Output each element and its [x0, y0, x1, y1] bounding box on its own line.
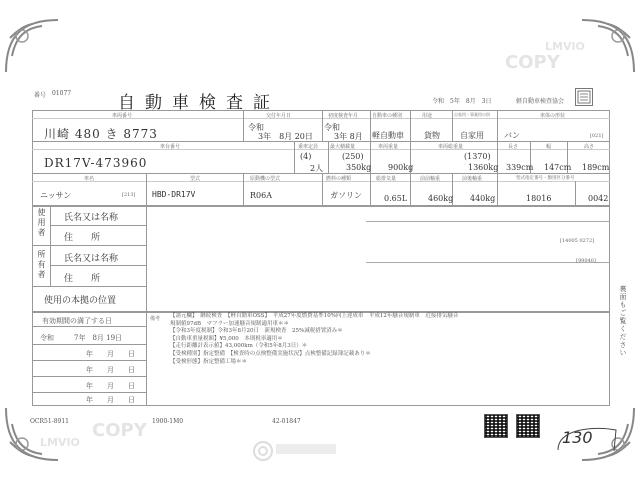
- expiry-label: 有効期間の満了する日: [42, 317, 112, 325]
- length-label: 長さ: [508, 144, 519, 150]
- axle-f-label: 前後軸重: [462, 176, 483, 182]
- vin-value: DR17V-473960: [44, 156, 148, 170]
- fuel-value: ガソリン: [330, 191, 362, 200]
- kind-label: 自動車の種別: [372, 113, 403, 119]
- engine-label: 原動機の型式: [250, 176, 281, 182]
- corner-ornament-bottom-left: [2, 404, 62, 464]
- first-reg-era: 令和: [324, 123, 340, 132]
- remarks-line: 【令和3年度税制】令和3年8月20日 新規検査 25%減税措置済み＊: [170, 328, 343, 335]
- user-address-label: 住 所: [64, 233, 101, 243]
- number-value: 01077: [52, 90, 72, 97]
- remarks-line: 【受検種別】指定整備 【検査時の点検整備実施状況】点検整備記録簿記載あり＊: [170, 350, 371, 357]
- remarks-line: 規制値97dB マフラー加速騒音規制適用車＊＊: [170, 320, 290, 327]
- body-code: [021]: [590, 133, 604, 139]
- purpose-label: 自家用・事業用の別: [454, 112, 490, 117]
- gross-value: (1370): [464, 152, 491, 161]
- registration-value: 川崎 480 き 8773: [44, 127, 158, 141]
- remarks-label: 備考: [150, 316, 161, 322]
- model-label: 型式: [190, 176, 201, 182]
- side-note: 裏面もご覧ください: [619, 285, 627, 357]
- model-value: HBD-DR17V: [152, 190, 196, 199]
- max-load-value2: 350kg: [346, 163, 372, 172]
- watermark-copy-bottom: COPY: [92, 420, 147, 441]
- capacity-value: (4): [300, 152, 312, 161]
- remarks-line: 【受検形態】指定整備工場＊＊: [170, 358, 248, 365]
- owner-address-label: 住 所: [64, 274, 101, 284]
- seal-stamp-icon: [576, 89, 592, 105]
- axle-ff-label: 前前軸重: [420, 176, 441, 182]
- handwritten-number: 130: [562, 428, 593, 447]
- capacity-unit: 2人: [310, 164, 324, 173]
- length-value: 339cm: [506, 163, 534, 172]
- qr-code: [484, 414, 508, 438]
- maker-code: [213]: [122, 192, 136, 198]
- width-label: 幅: [546, 144, 552, 150]
- user-label: 使用者: [37, 208, 46, 238]
- expiry-blank-row: 年 月 日: [86, 396, 135, 404]
- weight-value: 900kg: [388, 163, 414, 172]
- handwritten-circle-icon: [556, 424, 620, 452]
- use-label: 用途: [422, 113, 433, 119]
- handwritten-number-box: [556, 424, 620, 452]
- serial-number: 42-01847: [272, 418, 301, 425]
- expiry-era: 令和: [40, 334, 54, 342]
- kind-value: 軽自動車: [372, 131, 404, 140]
- max-load-label: 最大積載量: [330, 144, 356, 150]
- authority-emblem-icon: [252, 440, 274, 462]
- use-value: 貨物: [424, 131, 440, 140]
- valid-label: 交付年月日: [266, 113, 292, 119]
- capacity-label: 乗車定員: [298, 144, 319, 150]
- first-reg-label: 初度検査年月: [328, 113, 359, 119]
- seal-stamp: [575, 88, 593, 106]
- qr-code: [516, 414, 540, 438]
- valid-era: 令和: [248, 123, 264, 132]
- weight-label: 車両重量: [378, 144, 399, 150]
- document-title: 自動車検査証: [118, 93, 280, 113]
- registration-label: 車両番号: [112, 113, 133, 119]
- corner-ornament-top-left: [2, 16, 62, 76]
- width-value: 147cm: [544, 163, 572, 172]
- user-address-code: [14005 0272]: [560, 238, 595, 244]
- expiry-blank-row: 年 月 日: [86, 350, 135, 358]
- height-label: 高さ: [584, 144, 595, 150]
- purpose-value: 自家用: [460, 131, 484, 140]
- max-load-value: (250): [342, 152, 364, 161]
- expiry-blank-row: 年 月 日: [86, 366, 135, 374]
- expiry-date: 7年 8月 19日: [74, 334, 123, 342]
- authority-emblem-text: [276, 444, 336, 454]
- ocr-code: OCR51-8911: [30, 418, 69, 425]
- class-no-value: 0042: [588, 194, 609, 203]
- type-no-value: 18016: [526, 194, 552, 203]
- type-no-label: 型式指定番号・類別区分番号: [516, 176, 575, 181]
- expiry-blank-row: 年 月 日: [86, 382, 135, 390]
- displacement-label: 総排気量: [376, 176, 397, 182]
- valid-date: 3年 8月 20日: [258, 132, 313, 141]
- owner-address-code: [99040]: [576, 258, 596, 264]
- axle-f-value: 440kg: [470, 194, 496, 203]
- remarks-line: 【諸元欄】 継続検査 【軽自動車OSS】 平成27年度燃費基準10%向上達成車 平成12年騒音規制車 近接排気騒音: [170, 313, 459, 319]
- watermark-copy-top: COPY: [505, 52, 560, 73]
- form-number: 1900-1M0: [152, 418, 184, 425]
- displacement-value: 0.65L: [384, 194, 408, 203]
- body-value: バン: [504, 131, 520, 140]
- first-reg-date: 3年 8月: [334, 132, 363, 141]
- corner-ornament-top-right: [578, 16, 638, 76]
- engine-value: R06A: [250, 191, 272, 200]
- issue-date: 令和 5年 8月 3日: [432, 98, 492, 105]
- user-name-label: 氏名又は名称: [64, 213, 119, 223]
- gross-value2: 1360kg: [468, 163, 499, 172]
- axle-ff-value: 460kg: [428, 194, 454, 203]
- remarks-line: 【走行距離計表示値】43,000km（令和5年8月3日）＊: [170, 343, 308, 350]
- maker-value: ニッサン: [40, 191, 72, 200]
- body-label: 車体の形状: [540, 113, 566, 119]
- fuel-label: 燃料の種類: [326, 176, 352, 182]
- watermark-brand-bottom: LMVIO: [40, 436, 80, 449]
- base-location-label: 使用の本拠の位置: [44, 296, 117, 306]
- issue-authority: 軽自動車検査協会: [516, 98, 565, 105]
- vin-label: 車台番号: [160, 144, 181, 150]
- maker-label: 車名: [84, 176, 95, 182]
- watermark-brand-top: LMVIO: [545, 40, 585, 53]
- owner-label: 所有者: [37, 250, 46, 280]
- owner-name-label: 氏名又は名称: [64, 254, 119, 264]
- remarks-list: [170, 313, 600, 366]
- height-value: 189cm: [582, 163, 610, 172]
- number-label: 番号: [34, 92, 47, 99]
- remarks-line: 【自動車重量税額】¥5,000 本則税率適用＊: [170, 335, 283, 342]
- gross-label: 車両総重量: [438, 144, 464, 150]
